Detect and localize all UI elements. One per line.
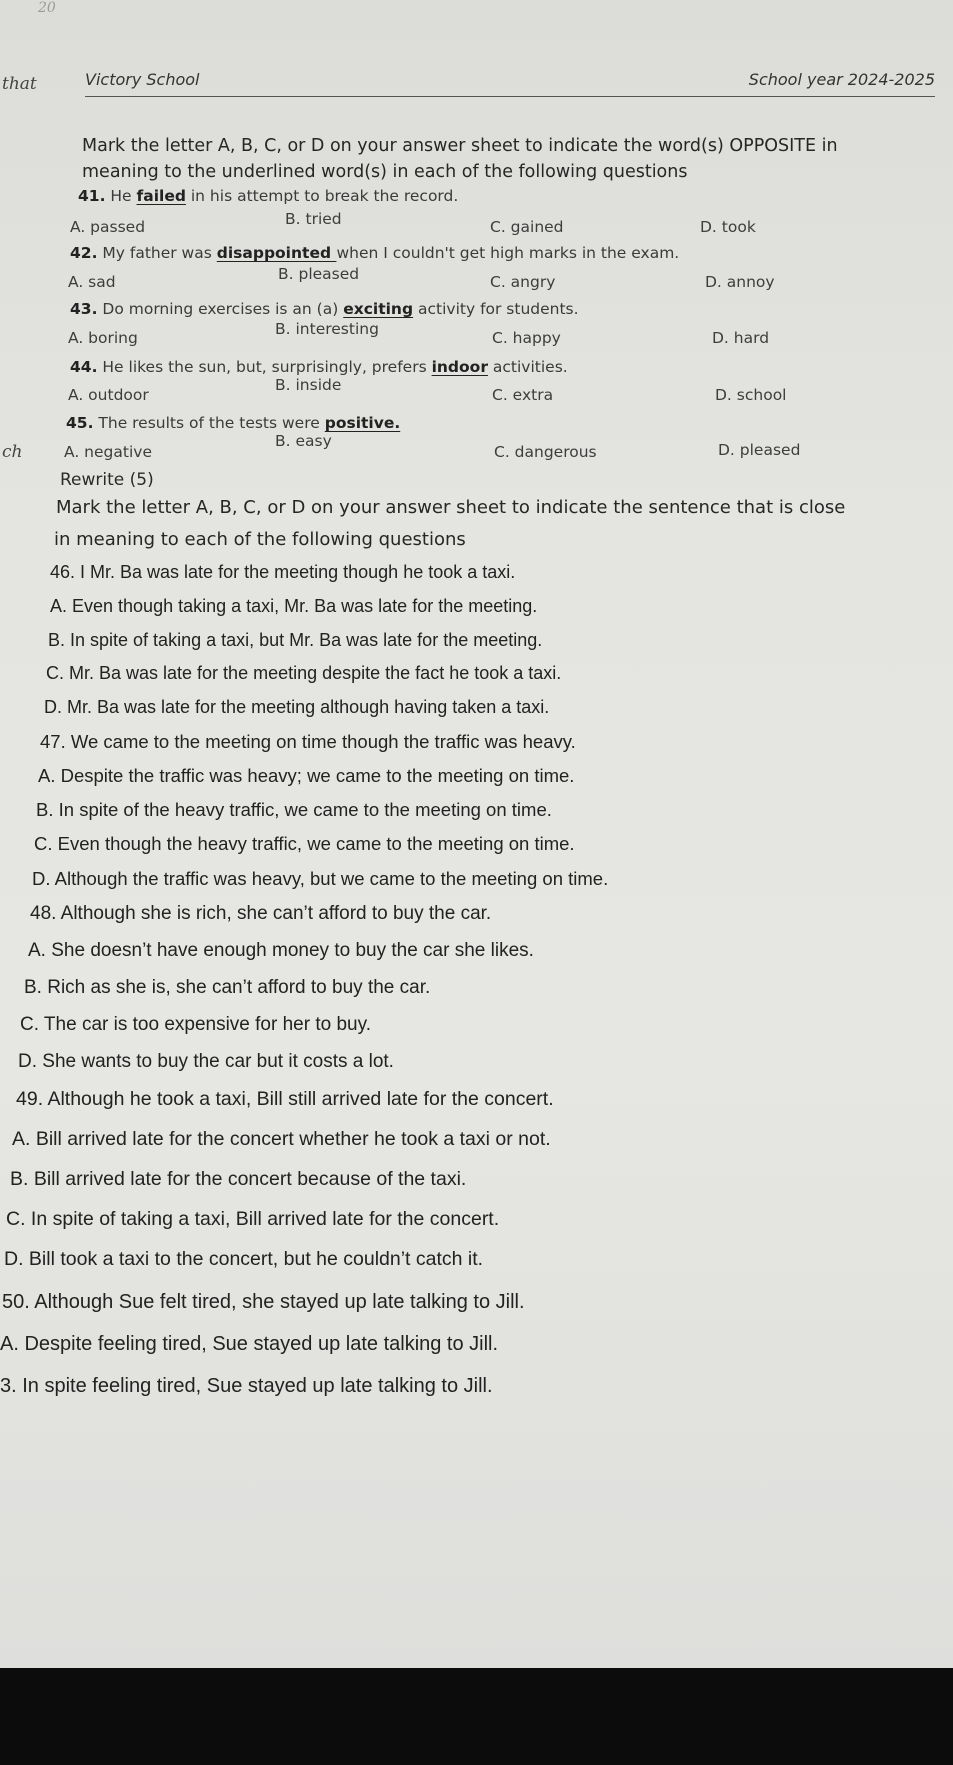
option-b: B. Rich as she is, she can’t afford to buy the car. — [24, 977, 431, 998]
option-a: A. sad — [68, 273, 116, 291]
underlined-word: disappointed — [216, 244, 337, 262]
option-b: B. In spite of the heavy traffic, we came to the meeting on time. — [36, 799, 552, 820]
question-number: 41. — [78, 187, 106, 205]
question-43 — [70, 300, 579, 318]
option-b: B. Bill arrived late for the concert because of the taxi. — [10, 1168, 467, 1190]
question-text: activities. — [487, 358, 568, 376]
option-a: A. She doesn’t have enough money to buy the car she likes. — [28, 940, 534, 961]
option-c: C. Mr. Ba was late for the meeting despite the fact he took a taxi. — [46, 663, 562, 683]
question-50: 50. Although Sue felt tired, she stayed up late talking to Jill. — [2, 1291, 525, 1313]
question-number: 43. — [70, 300, 98, 318]
question-49: 49. Although he took a taxi, Bill still arrived late for the concert. — [16, 1088, 554, 1110]
question-42 — [70, 244, 679, 262]
question-48: 48. Although she is rich, she can’t afford to buy the car. — [30, 903, 492, 924]
option-c: C. gained — [490, 218, 564, 236]
option-d: D. She wants to buy the car but it costs a lot. — [18, 1051, 394, 1072]
option-b: 3. In spite feeling tired, Sue stayed up late talking to Jill. — [0, 1375, 493, 1397]
option-a: A. passed — [70, 218, 146, 236]
rewrite-title: Rewrite (5) — [60, 470, 154, 490]
question-number: 44. — [70, 358, 98, 376]
option-d: D. hard — [712, 329, 770, 347]
option-c: C. extra — [492, 386, 554, 404]
question-text: when I couldn't get high marks in the exam. — [336, 244, 680, 262]
margin-note-top: that — [2, 74, 37, 94]
option-d: D. Mr. Ba was late for the meeting although having taken a taxi. — [44, 697, 550, 717]
option-b: B. interesting — [275, 320, 379, 338]
underlined-word: indoor — [431, 358, 488, 376]
question-text: He — [105, 187, 137, 205]
question-44 — [70, 358, 568, 376]
dark-background-band — [0, 1668, 953, 1765]
question-45 — [66, 414, 400, 432]
question-text: in his attempt to break the record. — [185, 187, 459, 205]
question-41 — [78, 187, 458, 205]
underlined-word: positive. — [324, 414, 401, 432]
question-number: 42. — [70, 244, 98, 262]
option-a: A. Even though taking a taxi, Mr. Ba was late for the meeting. — [50, 596, 538, 616]
question-46: 46. I Mr. Ba was late for the meeting though he took a taxi. — [50, 562, 516, 582]
margin-note-mid: ch — [2, 442, 23, 462]
question-number: 45. — [66, 414, 94, 432]
option-c: C. dangerous — [494, 443, 597, 461]
corner-mark: 20 — [38, 0, 56, 16]
option-d: D. Although the traffic was heavy, but we came to the meeting on time. — [32, 868, 609, 889]
question-47: 47. We came to the meeting on time though the traffic was heavy. — [40, 731, 576, 752]
school-year: School year 2024-2025 — [748, 70, 935, 89]
question-text: activity for students. — [413, 300, 579, 318]
option-b: B. easy — [275, 432, 332, 450]
option-c: C. The car is too expensive for her to buy. — [20, 1014, 371, 1035]
section2-instruction-line2: in meaning to each of the following questions — [54, 529, 466, 550]
option-c: C. angry — [490, 273, 556, 291]
option-c: C. Even though the heavy traffic, we came to the meeting on time. — [34, 833, 575, 854]
option-a: A. outdoor — [68, 386, 149, 404]
underlined-word: exciting — [343, 300, 414, 318]
option-d: D. pleased — [718, 441, 801, 459]
option-a: A. Bill arrived late for the concert whether he took a taxi or not. — [12, 1128, 551, 1150]
option-c: C. In spite of taking a taxi, Bill arrived late for the concert. — [6, 1208, 500, 1230]
option-d: D. Bill took a taxi to the concert, but he couldn’t catch it. — [4, 1248, 484, 1270]
option-b: B. In spite of taking a taxi, but Mr. Ba was late for the meeting. — [48, 630, 543, 650]
question-text: Do morning exercises is an (a) — [97, 300, 344, 318]
section2-instruction-line1: Mark the letter A, B, C, or D on your answer sheet to indicate the sentence that is close — [56, 497, 846, 518]
option-b: B. tried — [285, 210, 342, 228]
option-d: D. took — [700, 218, 756, 236]
option-d: D. annoy — [705, 273, 775, 291]
question-text: The results of the tests were — [93, 414, 325, 432]
option-a: A. Despite the traffic was heavy; we came to the meeting on time. — [38, 765, 575, 786]
option-b: B. pleased — [278, 265, 360, 283]
option-c: C. happy — [492, 329, 561, 347]
option-b: B. inside — [275, 376, 342, 394]
underlined-word: failed — [136, 187, 186, 205]
page-header — [85, 70, 935, 97]
question-text: My father was — [97, 244, 217, 262]
school-name: Victory School — [85, 70, 200, 89]
question-text: He likes the sun, but, surprisingly, prefers — [97, 358, 432, 376]
option-a: A. Despite feeling tired, Sue stayed up late talking to Jill. — [0, 1333, 499, 1355]
option-d: D. school — [715, 386, 787, 404]
section1-instruction: Mark the letter A, B, C, or D on your answer sheet to indicate the word(s) OPPOSITE in meaning to the underlined word(s) in each of the following questions — [82, 136, 838, 182]
option-a: A. boring — [68, 329, 138, 347]
option-a: A. negative — [64, 443, 152, 461]
